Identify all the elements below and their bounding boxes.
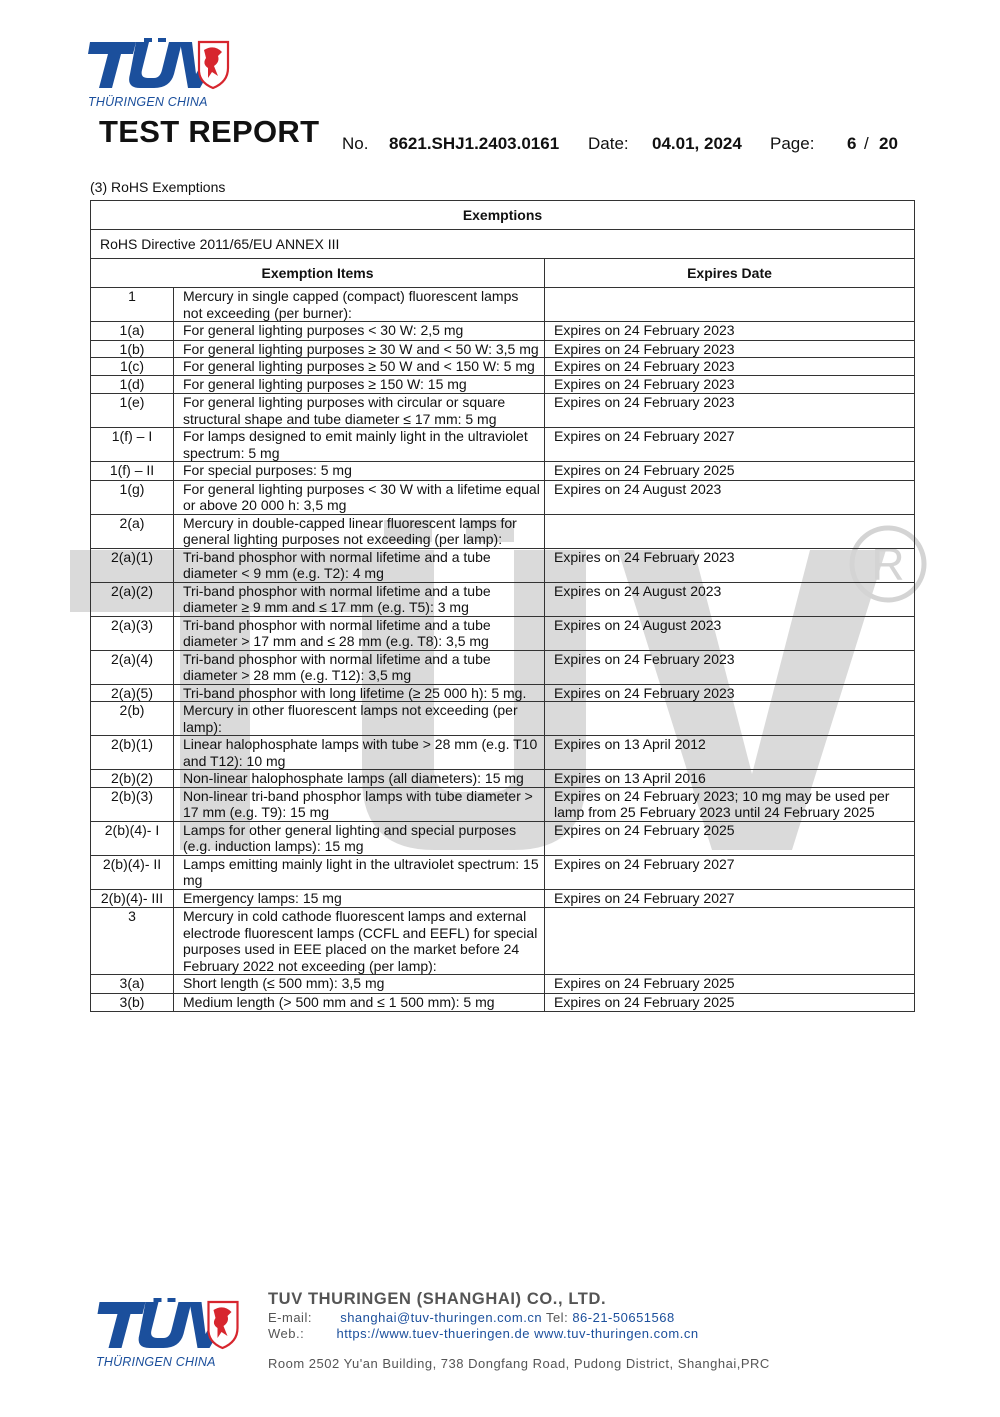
table-row xyxy=(91,428,915,462)
table-title-row xyxy=(91,201,915,230)
table-row xyxy=(91,889,915,908)
footer-web-label: Web.: xyxy=(268,1326,305,1341)
table-row xyxy=(91,975,915,994)
date-value: 04.01, 2024 xyxy=(652,134,742,153)
date-label: Date: xyxy=(588,134,629,153)
report-no-label: No. xyxy=(342,134,369,153)
footer-tel-label: Tel: xyxy=(545,1310,569,1325)
table-row xyxy=(91,288,915,322)
exemption-id: 2(b)(3) xyxy=(91,787,174,821)
directive-cell: RoHS Directive 2011/65/EU ANNEX III xyxy=(91,230,915,259)
table-row xyxy=(91,821,915,855)
table-row xyxy=(91,908,915,975)
footer-address: Room 2502 Yu'an Building, 738 Dongfang Road, Pudong District, Shanghai,PRC xyxy=(268,1356,770,1371)
exemption-id: 3 xyxy=(91,908,174,975)
col-header-items: Exemption Items xyxy=(91,259,545,288)
footer-web-line xyxy=(268,1326,699,1341)
exemption-id: 2(b)(4)- I xyxy=(91,821,174,855)
directive-row xyxy=(91,230,915,259)
exemption-expires: Expires on 24 February 2023; 10 mg may be used per lamp from 25 February 2023 until 24 February 2025 xyxy=(545,787,915,821)
exemption-id: 1(f) – I xyxy=(91,428,174,462)
exemption-expires: Expires on 24 February 2025 xyxy=(545,462,915,481)
exemption-expires: Expires on 24 February 2023 xyxy=(545,650,915,684)
exemption-id: 1(g) xyxy=(91,480,174,514)
exemption-id: 2(b) xyxy=(91,702,174,736)
exemption-expires xyxy=(545,288,915,322)
exemption-id: 2(a)(1) xyxy=(91,548,174,582)
exemption-expires: Expires on 24 August 2023 xyxy=(545,616,915,650)
table-row xyxy=(91,358,915,376)
exemption-item: Mercury in double-capped linear fluorescent lamps for general lighting purposes not exceeding (per lamp): xyxy=(174,514,545,548)
page-separator: / xyxy=(864,134,869,153)
exemption-expires: Expires on 24 February 2023 xyxy=(545,394,915,428)
exemption-item: For lamps designed to emit mainly light in the ultraviolet spectrum: 5 mg xyxy=(174,428,545,462)
footer-email-label: E-mail: xyxy=(268,1310,312,1325)
footer-email-link[interactable]: shanghai@tuv-thuringen.com.cn xyxy=(340,1310,543,1325)
page-label: Page: xyxy=(770,134,815,153)
exemption-item: Lamps for other general lighting and special purposes (e.g. induction lamps): 15 mg xyxy=(174,821,545,855)
page-total: 20 xyxy=(879,134,898,153)
table-row xyxy=(91,375,915,394)
footer-company: TUV THURINGEN (SHANGHAI) CO., LTD. xyxy=(268,1290,607,1308)
table-row xyxy=(91,736,915,770)
svg-text:R: R xyxy=(871,538,905,590)
exemption-expires xyxy=(545,514,915,548)
footer-web-link-2[interactable]: www.tuv-thuringen.com.cn xyxy=(534,1326,699,1341)
report-no-value: 8621.SHJ1.2403.0161 xyxy=(389,134,560,153)
table-row xyxy=(91,787,915,821)
exemption-expires: Expires on 13 April 2012 xyxy=(545,736,915,770)
exemption-id: 2(a)(3) xyxy=(91,616,174,650)
table-row xyxy=(91,684,915,702)
exemption-item: Tri-band phosphor with normal lifetime and a tube diameter ≥ 9 mm and ≤ 17 mm (e.g. T5): 3 mg xyxy=(174,582,545,616)
exemption-id: 1 xyxy=(91,288,174,322)
tuv-logo xyxy=(88,38,233,109)
exemption-item: Lamps emitting mainly light in the ultraviolet spectrum: 15 mg xyxy=(174,855,545,889)
table-row xyxy=(91,770,915,788)
exemption-expires: Expires on 24 February 2027 xyxy=(545,428,915,462)
exemption-id: 2(b)(2) xyxy=(91,770,174,788)
exemption-id: 1(d) xyxy=(91,375,174,394)
exemption-item: For general lighting purposes < 30 W: 2,5 mg xyxy=(174,322,545,341)
exemption-expires: Expires on 24 February 2023 xyxy=(545,548,915,582)
footer-web-link-1[interactable]: https://www.tuev-thueringen.de xyxy=(336,1326,530,1341)
exemption-item: For general lighting purposes ≥ 50 W and < 150 W: 5 mg xyxy=(174,358,545,376)
table-row xyxy=(91,616,915,650)
footer-logo-mark xyxy=(96,1298,244,1350)
col-header-expires: Expires Date xyxy=(545,259,915,288)
exemption-item: Tri-band phosphor with normal lifetime and a tube diameter < 9 mm (e.g. T2): 4 mg xyxy=(174,548,545,582)
exemption-item: Tri-band phosphor with normal lifetime and a tube diameter > 17 mm and ≤ 28 mm (e.g. T8): 3,5 mg xyxy=(174,616,545,650)
table-row xyxy=(91,582,915,616)
exemption-item: Tri-band phosphor with normal lifetime and a tube diameter > 28 mm (e.g. T12): 3,5 mg xyxy=(174,650,545,684)
logo-subtitle: THÜRINGEN CHINA xyxy=(88,95,208,109)
exemption-item: For special purposes: 5 mg xyxy=(174,462,545,481)
exemption-expires: Expires on 24 February 2023 xyxy=(545,684,915,702)
exemption-id: 3(b) xyxy=(91,993,174,1012)
exemption-expires: Expires on 24 August 2023 xyxy=(545,480,915,514)
footer-tuv-logo xyxy=(96,1298,244,1368)
exemption-item: Non-linear halophosphate lamps (all diameters): 15 mg xyxy=(174,770,545,788)
table-title: Exemptions xyxy=(91,201,915,230)
exemption-id: 2(b)(4)- II xyxy=(91,855,174,889)
exemption-item: Medium length (> 500 mm and ≤ 1 500 mm): 5 mg xyxy=(174,993,545,1012)
exemption-expires: Expires on 24 February 2025 xyxy=(545,993,915,1012)
exemption-expires: Expires on 24 February 2023 xyxy=(545,340,915,358)
section-title: (3) RoHS Exemptions xyxy=(90,179,226,195)
footer-logo-subtitle: THÜRINGEN CHINA xyxy=(96,1355,216,1369)
exemption-id: 2(b)(4)- III xyxy=(91,889,174,908)
table-row xyxy=(91,514,915,548)
tuv-logo-mark xyxy=(88,38,233,90)
exemption-item: For general lighting purposes < 30 W with a lifetime equal or above 20 000 h: 3,5 mg xyxy=(174,480,545,514)
exemption-item: For general lighting purposes with circular or square structural shape and tube diameter ≤ 17 mm: 5 mg xyxy=(174,394,545,428)
exemption-expires: Expires on 24 February 2025 xyxy=(545,975,915,994)
exemption-id: 1(e) xyxy=(91,394,174,428)
table-row xyxy=(91,855,915,889)
footer-tel[interactable]: 86-21-50651568 xyxy=(572,1310,675,1325)
exemption-item: Mercury in other fluorescent lamps not exceeding (per lamp): xyxy=(174,702,545,736)
table-row xyxy=(91,702,915,736)
table-row xyxy=(91,394,915,428)
exemption-id: 1(a) xyxy=(91,322,174,341)
exemption-expires: Expires on 24 February 2023 xyxy=(545,322,915,341)
table-row xyxy=(91,480,915,514)
exemption-expires: Expires on 24 February 2023 xyxy=(545,358,915,376)
exemption-expires: Expires on 13 April 2016 xyxy=(545,770,915,788)
page-title: TEST REPORT xyxy=(99,114,320,149)
page-current: 6 xyxy=(847,134,857,153)
exemption-id: 1(f) – II xyxy=(91,462,174,481)
exemption-item: Short length (≤ 500 mm): 3,5 mg xyxy=(174,975,545,994)
exemption-id: 2(a)(5) xyxy=(91,684,174,702)
exemption-id: 2(b)(1) xyxy=(91,736,174,770)
exemption-item: For general lighting purposes ≥ 150 W: 15 mg xyxy=(174,375,545,394)
table-row xyxy=(91,548,915,582)
exemption-id: 2(a)(4) xyxy=(91,650,174,684)
exemption-expires: Expires on 24 February 2027 xyxy=(545,855,915,889)
exemption-expires: Expires on 24 August 2023 xyxy=(545,582,915,616)
exemption-expires: Expires on 24 February 2027 xyxy=(545,889,915,908)
exemption-item: Non-linear tri-band phosphor lamps with tube diameter > 17 mm (e.g. T9): 15 mg xyxy=(174,787,545,821)
exemption-id: 2(a)(2) xyxy=(91,582,174,616)
table-row xyxy=(91,462,915,481)
column-header-row xyxy=(91,259,915,288)
table-row xyxy=(91,650,915,684)
exemption-expires xyxy=(545,702,915,736)
exemption-id: 1(c) xyxy=(91,358,174,376)
footer-email-line xyxy=(268,1310,675,1325)
table-row xyxy=(91,322,915,341)
exemption-id: 3(a) xyxy=(91,975,174,994)
exemption-item: Emergency lamps: 15 mg xyxy=(174,889,545,908)
exemption-item: Linear halophosphate lamps with tube > 28 mm (e.g. T10 and T12): 10 mg xyxy=(174,736,545,770)
exemptions-table xyxy=(90,200,915,1012)
exemption-expires xyxy=(545,908,915,975)
exemption-item: Mercury in single capped (compact) fluorescent lamps not exceeding (per burner): xyxy=(174,288,545,322)
exemption-id: 2(a) xyxy=(91,514,174,548)
exemption-item: Mercury in cold cathode fluorescent lamps and external electrode fluorescent lamps (CCFL and EEFL) for special purposes used in EEE placed on the market before 24 February 2022 not exceeding (per lamp): xyxy=(174,908,545,975)
exemption-item: For general lighting purposes ≥ 30 W and < 50 W: 3,5 mg xyxy=(174,340,545,358)
exemption-item: Tri-band phosphor with long lifetime (≥ 25 000 h): 5 mg. xyxy=(174,684,545,702)
table-row xyxy=(91,340,915,358)
exemption-id: 1(b) xyxy=(91,340,174,358)
exemption-expires: Expires on 24 February 2025 xyxy=(545,821,915,855)
table-row xyxy=(91,993,915,1012)
exemption-expires: Expires on 24 February 2023 xyxy=(545,375,915,394)
